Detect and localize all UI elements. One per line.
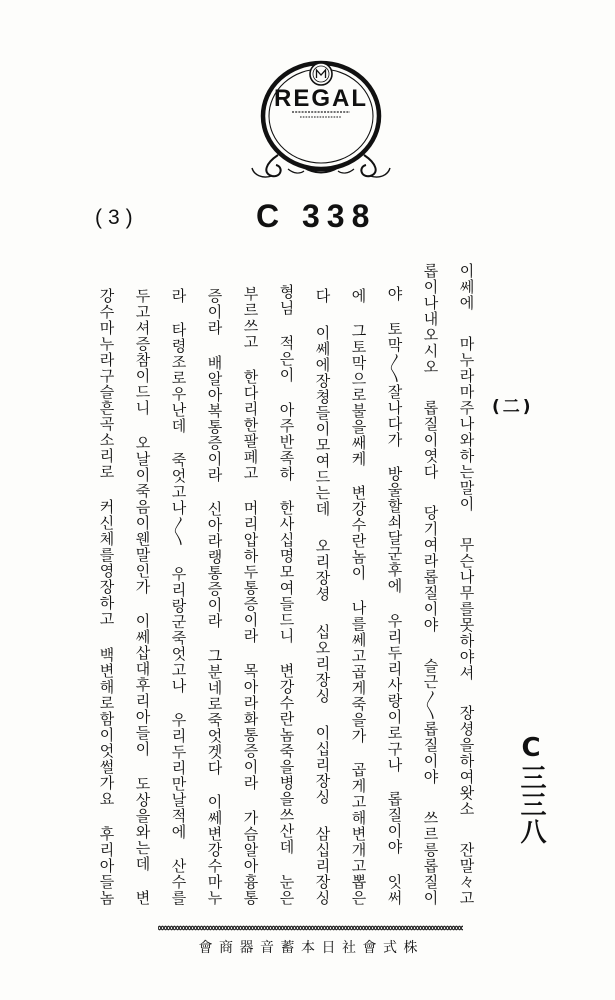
lyric-phrase: 슬근〳〵롭질이야: [421, 658, 440, 785]
lyric-column: [379, 286, 409, 906]
lyric-phrase: 잇써: [385, 873, 404, 906]
lyric-phrase: 이쎄변강수마누: [205, 794, 224, 906]
lyric-phrase: 산수를: [169, 857, 188, 906]
lyric-phrase: 증이라: [205, 288, 224, 336]
lyric-phrase: 백변해로함이엇썰가요: [97, 646, 116, 807]
lyric-phrase: 타령조로우난데: [169, 322, 188, 435]
lyric-phrase: 십오리장싱: [313, 623, 332, 704]
lyric-phrase: 우리랑군죽엇고나: [169, 565, 188, 694]
lyric-phrase: 변강수란놈죽을병을쓰산데: [277, 663, 296, 856]
publisher-imprint: 株式會社日本蓄音器商會: [198, 940, 424, 956]
lyric-phrase: 이십리장싱: [313, 724, 332, 805]
lyric-phrase: 이쎄에장쳥들이모여드는데: [313, 325, 332, 518]
lyric-column: [307, 288, 337, 906]
logo-wordmark: REGAL: [274, 85, 368, 112]
lyric-phrase: 롭질이엿다: [421, 400, 440, 480]
lyric-phrase: 우리두리만날적에: [169, 711, 188, 840]
lyric-column: [415, 263, 445, 906]
lyric-phrase: 머리압하두통증이라: [241, 500, 260, 644]
lyric-phrase: 삼십리장싱: [313, 825, 332, 906]
lyric-phrase: 이쎄에: [457, 263, 476, 311]
lyric-phrase: 커신체를영장하고: [97, 499, 116, 628]
lyric-phrase: 롭이나내오시오: [421, 263, 440, 375]
lyric-phrase: 강수마누라구슬흔곡소리로: [97, 288, 116, 480]
lyric-column: [163, 288, 193, 906]
lyric-phrase: 부르쓰고: [241, 286, 260, 350]
lyric-phrase: 오날이죽음이웬말인가: [133, 434, 152, 595]
lyric-phrase: 변강수란놈이: [349, 485, 368, 581]
lyric-phrase: 죽엇고나〳〵: [169, 452, 188, 548]
lyric-phrase: 가슴알아흉통: [241, 810, 260, 906]
lyric-phrase: 방울할쇠달군후에: [385, 466, 404, 595]
lyric-phrase: 그토막으로불을쌔케: [349, 322, 368, 467]
lyric-phrase: 형님: [277, 284, 296, 316]
lyric-phrase: 변: [133, 890, 152, 906]
lyric-phrase: 두고셔증참이드니: [133, 288, 152, 416]
lyric-phrase: 장셩을하여왓소: [457, 705, 476, 818]
lyric-column: [91, 288, 121, 906]
lyric-column: [271, 284, 301, 906]
lyric-column: [199, 288, 229, 906]
lyric-column: [343, 288, 373, 906]
catalog-number: C 338: [256, 198, 377, 234]
lyric-phrase: 배알아복통증이라: [205, 354, 224, 483]
lyric-phrase: 도상을와는데: [133, 775, 152, 872]
lyric-phrase: 신아라랭통증이라: [205, 501, 224, 629]
lyric-column: [451, 263, 481, 906]
lyric-phrase: 무슨나무를못하야셔: [457, 536, 476, 681]
page-number: (3): [95, 206, 139, 229]
lyric-phrase: 다: [313, 288, 332, 304]
lyric-phrase: 오리장셩: [313, 538, 332, 603]
lyric-phrase: 라: [169, 288, 188, 304]
lyric-phrase: 목아라화통증이라: [241, 663, 260, 791]
lyric-phrase: 아주반족하: [277, 401, 296, 482]
lyric-phrase: 마누라마주나와하는말이: [457, 335, 476, 512]
lyric-phrase: 적은이: [277, 334, 296, 383]
lyric-phrase: 야: [385, 286, 404, 302]
lyric-column: [235, 286, 265, 906]
part-marker: (二): [492, 397, 534, 417]
lyric-phrase: 롭질이야: [385, 791, 404, 856]
lyric-phrase: 나를쎄고곱게죽을가: [349, 599, 368, 744]
lyric-phrase: 토막〳〵잘나다가: [385, 320, 404, 448]
lyric-phrase: 이쎄삽대후리아들이: [133, 613, 152, 757]
lyric-phrase: 우리두리사랑이로구나: [385, 612, 404, 773]
lyric-phrase: 쓰르릉롭질이: [421, 810, 440, 906]
lyric-column: [127, 288, 157, 906]
lyric-phrase: 잔말々고: [457, 842, 476, 906]
lyric-phrase: 한사십명모여들드니: [277, 500, 296, 645]
wavy-divider: [158, 922, 463, 934]
lyric-phrase: 에: [349, 288, 368, 304]
lyric-phrase: 한다리한팔페고: [241, 369, 260, 481]
lyric-phrase: 그분네로죽엇겟다: [205, 647, 224, 776]
side-catalog-number: C三三八: [516, 733, 546, 845]
lyric-phrase: 후리아들놈: [97, 825, 116, 906]
lyric-phrase: 눈은: [277, 873, 296, 906]
lyric-phrase: 당기여라롭질이야: [421, 505, 440, 633]
lyric-phrase: 곱게고해변개고뽑은: [349, 762, 368, 906]
